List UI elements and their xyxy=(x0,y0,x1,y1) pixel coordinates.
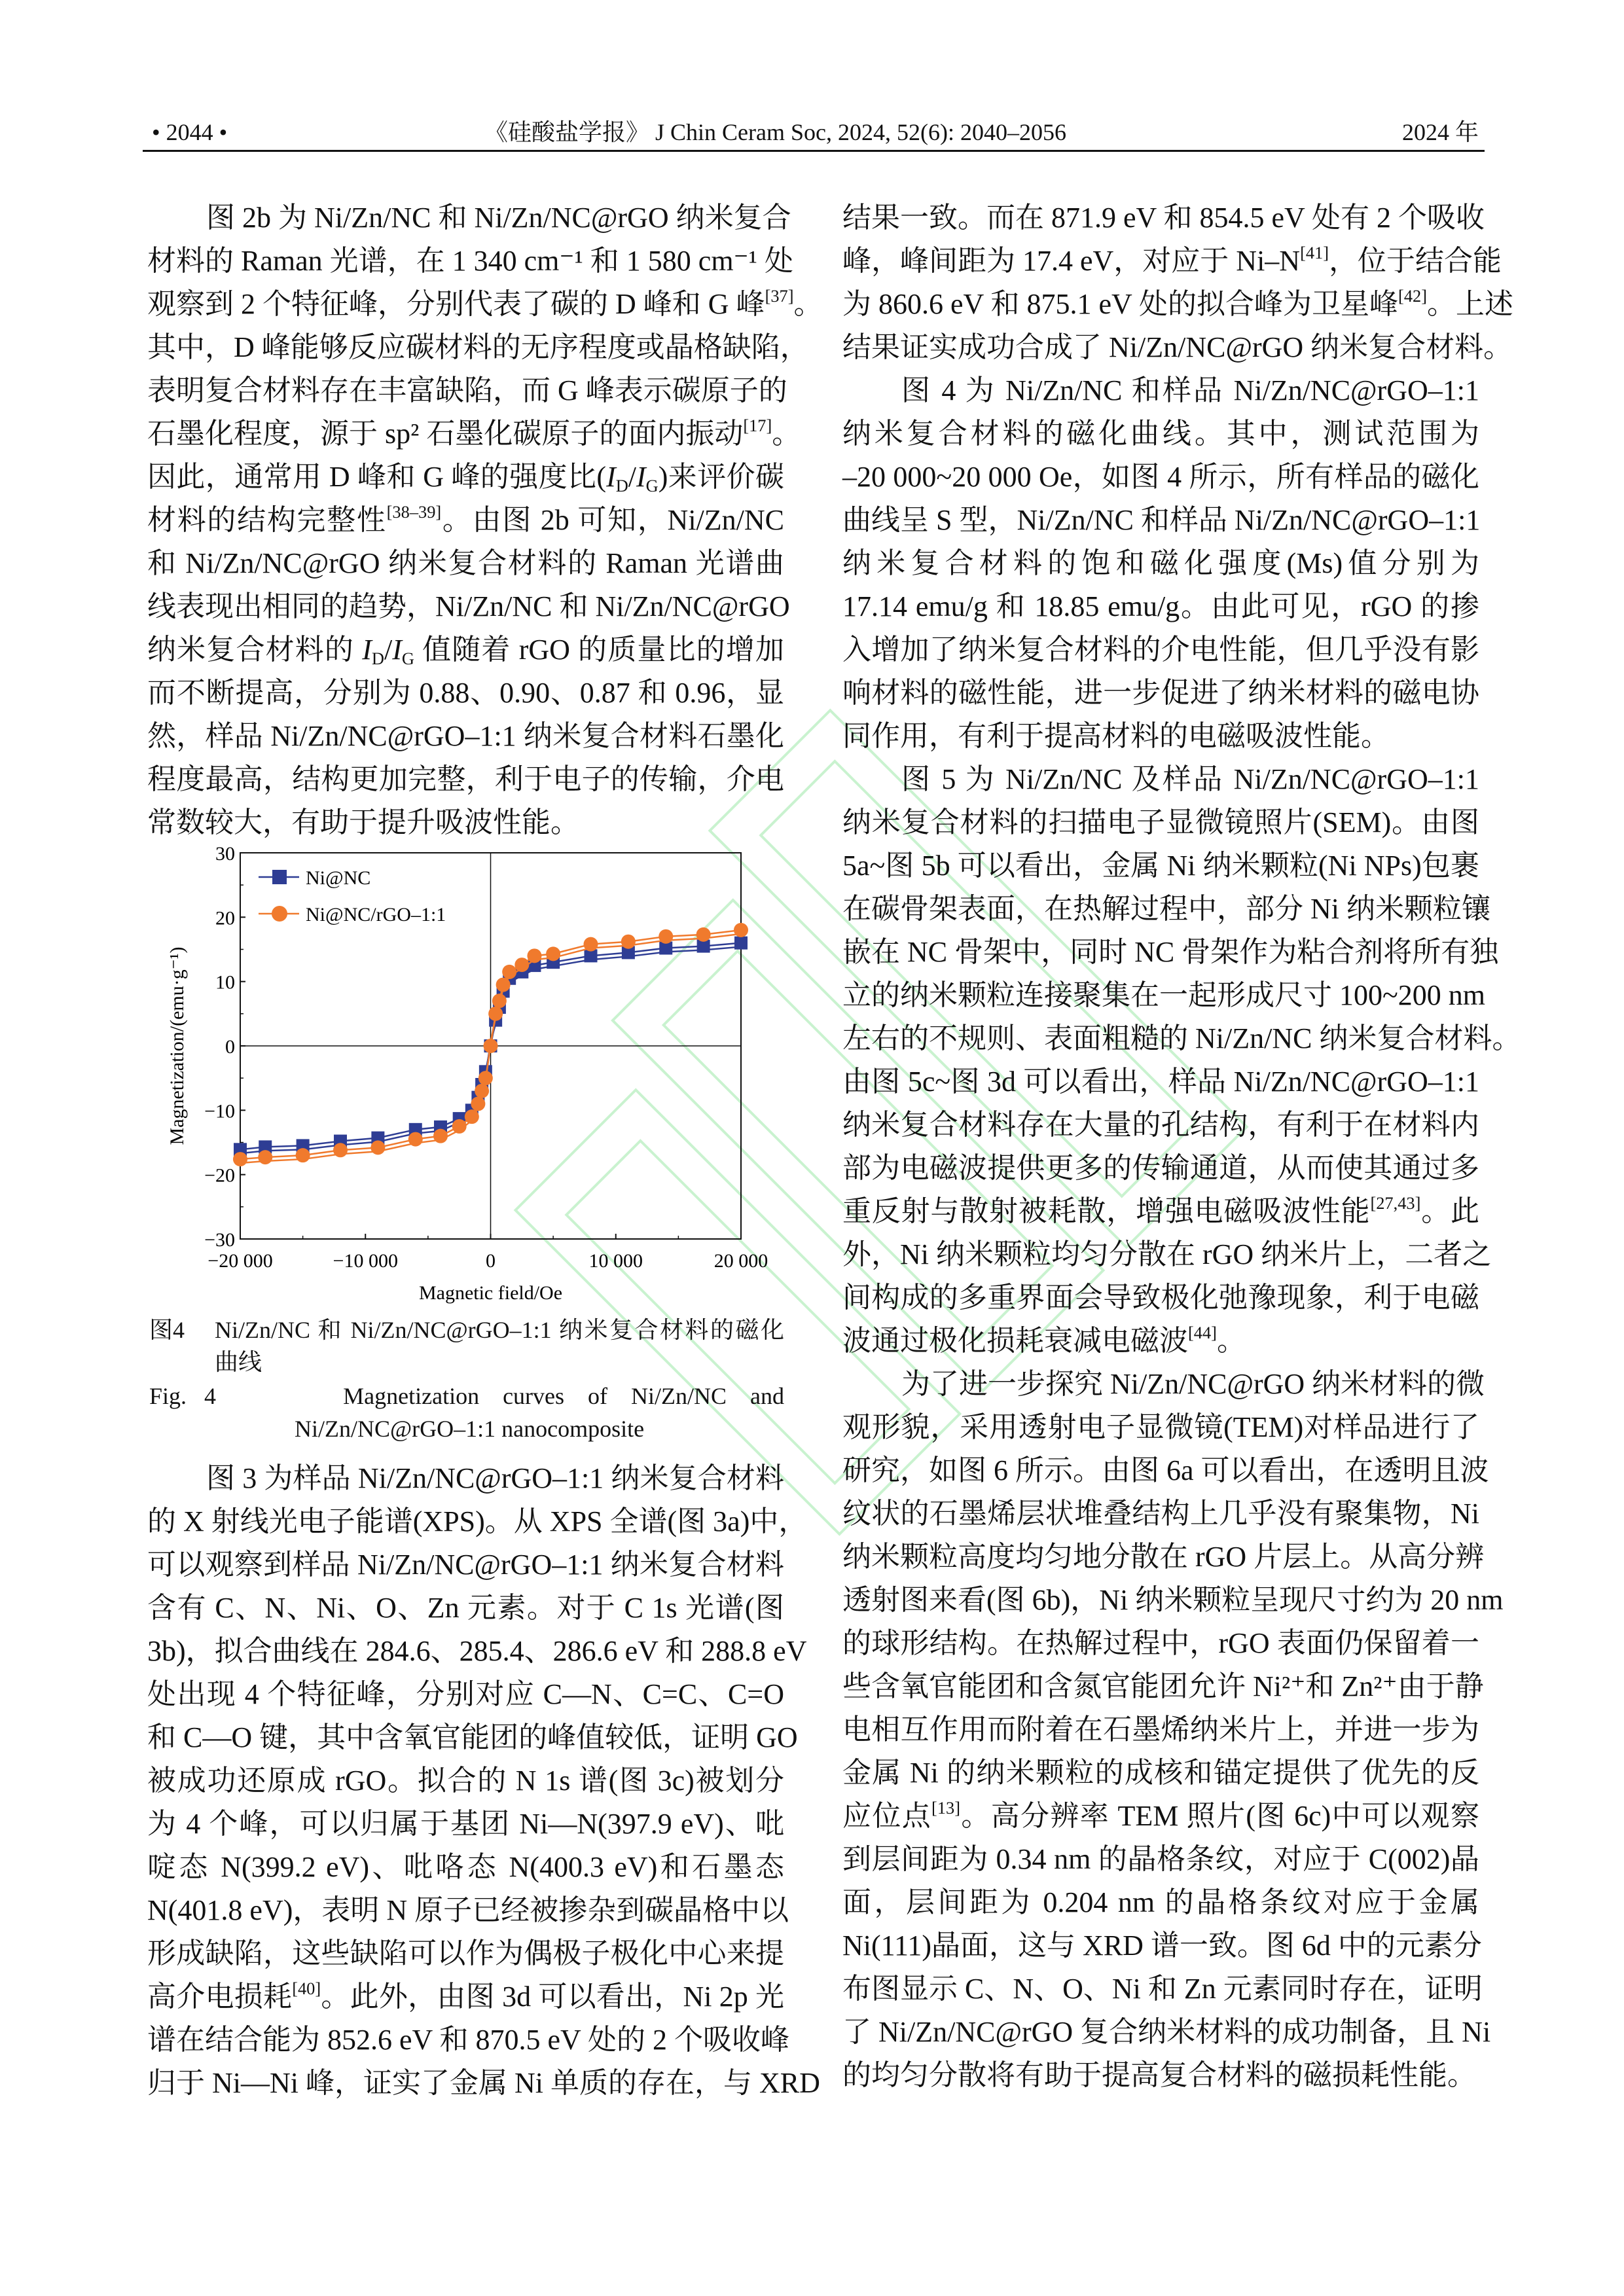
text-line: 的球形结构。在热解过程中，rGO 表面仍保留着一 xyxy=(842,1627,1479,1659)
data-point-ni-nc xyxy=(734,937,748,950)
text-line: 常数较大，有助于提升吸波性能。 xyxy=(147,806,579,838)
figure4-caption-cn-cont: 曲线 xyxy=(215,1349,262,1375)
x-tick-label: −20 000 xyxy=(208,1250,273,1272)
data-point-ni-nc-rgo xyxy=(465,1109,479,1124)
header-rule xyxy=(143,150,1485,152)
x-tick-label: 10 000 xyxy=(588,1250,643,1272)
text-line: 纳米复合材料的磁化曲线。其中，测试范围为 xyxy=(842,418,1479,450)
text-line: 纳米颗粒高度均匀地分散在 rGO 片层上。从高分辨 xyxy=(842,1541,1485,1573)
text-line: 图 2b 为 Ni/Zn/NC 和 Ni/Zn/NC@rGO 纳米复合 xyxy=(206,202,791,234)
text-line: 而不断提高，分别为 0.88、0.90、0.87 和 0.96，显 xyxy=(147,677,784,709)
text-line: 的均匀分散将有助于提高复合材料的磁损耗性能。 xyxy=(842,2059,1476,2091)
data-point-ni-nc-rgo xyxy=(514,958,529,972)
data-point-ni-nc-rgo xyxy=(370,1140,385,1155)
text-line: 纹状的石墨烯层状堆叠结构上几乎没有聚集物，Ni xyxy=(842,1498,1479,1530)
text-line: 些含氧官能团和含氮官能团允许 Ni²⁺和 Zn²⁺由于静 xyxy=(842,1670,1484,1702)
y-tick-label: −10 xyxy=(204,1100,235,1122)
text-line: 图 3 为样品 Ni/Zn/NC@rGO–1:1 纳米复合材料 xyxy=(206,1462,784,1494)
page-number: • 2044 • xyxy=(152,119,228,145)
text-line: 和 Ni/Zn/NC@rGO 纳米复合材料的 Raman 光谱曲 xyxy=(147,547,784,579)
figure4-caption-en: Magnetization curves of Ni/Zn/NC and xyxy=(343,1383,784,1409)
text-line: 左右的不规则、表面粗糙的 Ni/Zn/NC 纳米复合材料。 xyxy=(842,1022,1521,1054)
text-line: 间构成的多重界面会导致极化弛豫现象，利于电磁 xyxy=(842,1282,1479,1314)
data-point-ni-nc-rgo xyxy=(296,1148,310,1162)
text-line: 17.14 emu/g 和 18.85 emu/g。由此可见，rGO 的掺 xyxy=(842,590,1479,622)
text-line: 了 Ni/Zn/NC@rGO 复合纳米材料的成功制备，且 Ni xyxy=(842,2016,1491,2048)
text-line: 材料的结构完整性[38–39]。由图 2b 可知，Ni/Zn/NC xyxy=(147,501,784,536)
text-line: 立的纳米颗粒连接聚集在一起形成尺寸 100~200 nm xyxy=(842,979,1486,1011)
data-point-ni-nc-rgo xyxy=(233,1152,247,1166)
right-column-text xyxy=(842,196,1521,2097)
text-line: N(401.8 eV)，表明 N 原子已经被掺杂到碳晶格中以 xyxy=(147,1894,789,1926)
text-line: 可以观察到样品 Ni/Zn/NC@rGO–1:1 纳米复合材料 xyxy=(147,1549,784,1581)
data-point-ni-nc-rgo xyxy=(333,1143,348,1157)
text-line: 3b)，拟合曲线在 284.6、285.4、286.6 eV 和 288.8 eV xyxy=(147,1635,807,1667)
text-line: 为 4 个峰，可以归属于基团 Ni—N(397.9 eV)、吡 xyxy=(147,1808,784,1840)
legend-label: Ni@NC xyxy=(306,867,371,889)
text-line: 在碳骨架表面，在热解过程中，部分 Ni 纳米颗粒镶 xyxy=(842,893,1490,925)
text-line: 透射图来看(图 6b)，Ni 纳米颗粒呈现尺寸约为 20 nm xyxy=(842,1584,1504,1616)
text-line: 然，样品 Ni/Zn/NC@rGO–1:1 纳米复合材料石墨化 xyxy=(147,720,784,752)
text-line: 观察到 2 个特征峰，分别代表了碳的 D 峰和 G 峰[37]。 xyxy=(147,285,823,320)
text-line: 啶态 N(399.2 eV)、吡咯态 N(400.3 eV)和石墨态 xyxy=(147,1851,784,1883)
journal-citation: 《硅酸盐学报》 J Chin Ceram Soc, 2024, 52(6): 2040–2056 xyxy=(484,119,1066,145)
text-line: 为了进一步探究 Ni/Zn/NC@rGO 纳米材料的微 xyxy=(901,1368,1485,1400)
text-line: 重反射与散射被耗散，增强电磁吸波性能[27,43]。此 xyxy=(842,1193,1480,1227)
text-line: 和 C—O 键，其中含氧官能团的峰值较低，证明 GO xyxy=(147,1721,798,1753)
data-point-ni-nc-rgo xyxy=(502,965,516,979)
data-point-ni-nc-rgo xyxy=(734,923,748,937)
y-axis-label: Magnetization/(emu·g⁻¹) xyxy=(166,946,188,1145)
figure4-caption-cn-label: 图4 xyxy=(149,1317,185,1343)
figure4-caption-cn: Ni/Zn/NC 和 Ni/Zn/NC@rGO–1:1 纳米复合材料的磁化 xyxy=(215,1317,784,1343)
text-line: 含有 C、N、Ni、O、Zn 元素。对于 C 1s 光谱(图 xyxy=(147,1592,784,1624)
text-line: 为 860.6 eV 和 875.1 eV 处的拟合峰为卫星峰[42]。上述 xyxy=(842,285,1513,320)
text-line: 外，Ni 纳米颗粒均匀分散在 rGO 纳米片上，二者之 xyxy=(842,1238,1492,1270)
text-line: 线表现出相同的趋势，Ni/Zn/NC 和 Ni/Zn/NC@rGO xyxy=(147,590,790,622)
y-tick-label: 30 xyxy=(215,843,235,865)
left-column-bottom-text xyxy=(147,1457,820,2105)
text-line: 其中，D 峰能够反应碳材料的无序程度或晶格缺陷， xyxy=(147,331,809,363)
text-line: 入增加了纳米复合材料的介电性能，但几乎没有影 xyxy=(842,634,1479,666)
data-point-ni-nc-rgo xyxy=(659,929,673,944)
data-point-ni-nc-rgo xyxy=(484,1039,498,1053)
text-line: 由图 5c~图 3d 可以看出，样品 Ni/Zn/NC@rGO–1:1 xyxy=(842,1066,1479,1098)
text-line: 观形貌，采用透射电子显微镜(TEM)对样品进行了 xyxy=(842,1411,1479,1443)
text-line: 被成功还原成 rGO。拟合的 N 1s 谱(图 3c)被划分 xyxy=(147,1765,784,1797)
data-point-ni-nc-rgo xyxy=(478,1071,493,1085)
text-line: 的 X 射线光电子能谱(XPS)。从 XPS 全谱(图 3a)中， xyxy=(147,1505,808,1537)
data-point-ni-nc-rgo xyxy=(452,1119,467,1134)
text-line: 高介电损耗[40]。此外，由图 3d 可以看出，Ni 2p 光 xyxy=(147,1978,785,2013)
x-tick-label: 0 xyxy=(486,1250,496,1272)
text-line: 嵌在 NC 骨架中，同时 NC 骨架作为粘合剂将所有独 xyxy=(842,936,1499,968)
figure4-magnetization-chart xyxy=(147,838,785,1316)
x-tick-label: −10 000 xyxy=(333,1250,398,1272)
text-line: 材料的 Raman 光谱，在 1 340 cm⁻¹ 和 1 580 cm⁻¹ 处 xyxy=(147,245,793,277)
text-line: 金属 Ni 的纳米颗粒的成核和锚定提供了优先的反 xyxy=(842,1757,1479,1789)
text-line: 响材料的磁性能，进一步促进了纳米材料的磁电协 xyxy=(842,677,1479,709)
text-line: 图 4 为 Ni/Zn/NC 和样品 Ni/Zn/NC@rGO–1:1 xyxy=(901,374,1479,406)
data-point-ni-nc-rgo xyxy=(433,1129,448,1143)
text-line: 谱在结合能为 852.6 eV 和 870.5 eV 处的 2 个吸收峰 xyxy=(147,2024,790,2056)
text-line: 到层间距为 0.34 nm 的晶格条纹，对应于 C(002)晶 xyxy=(842,1843,1479,1875)
text-line: 研究，如图 6 所示。由图 6a 可以看出，在透明且波 xyxy=(842,1454,1489,1486)
data-point-ni-nc-rgo xyxy=(488,1007,503,1021)
legend-square-marker xyxy=(272,870,287,884)
y-tick-label: −30 xyxy=(204,1229,235,1251)
text-line: Ni(111)晶面，这与 XRD 谱一致。图 6d 中的元素分 xyxy=(842,1929,1482,1962)
text-line: 结果证实成功合成了 Ni/Zn/NC@rGO 纳米复合材料。 xyxy=(842,331,1513,363)
data-point-ni-nc-rgo xyxy=(496,978,511,992)
text-line: 纳米复合材料的 $I_D/I_G$ 值随着 rGO 的质量比的增加 xyxy=(147,634,784,668)
data-point-ni-nc-rgo xyxy=(546,946,560,961)
y-tick-label: 10 xyxy=(215,971,235,994)
text-line: 因此，通常用 D 峰和 G 峰的强度比$(I_D/I_G)$来评价碳 xyxy=(147,461,784,495)
text-line: 石墨化程度，源于 sp² 石墨化碳原子的面内振动[17]。 xyxy=(147,415,801,450)
text-line: 部为电磁波提供更多的传输通道，从而使其通过多 xyxy=(842,1152,1479,1184)
text-line: 纳米复合材料的扫描电子显微镜照片(SEM)。由图 xyxy=(842,806,1479,838)
text-line: –20 000~20 000 Oe，如图 4 所示，所有样品的磁化 xyxy=(842,461,1479,493)
text-line: 结果一致。而在 871.9 eV 和 854.5 eV 处有 2 个吸收 xyxy=(842,202,1485,234)
data-point-ni-nc-rgo xyxy=(258,1150,272,1164)
y-tick-label: 20 xyxy=(215,907,235,929)
data-point-ni-nc-rgo xyxy=(696,927,711,942)
text-line: 5a~图 5b 可以看出，金属 Ni 纳米颗粒(Ni NPs)包裹 xyxy=(842,850,1479,882)
legend-circle-marker xyxy=(272,906,287,922)
text-line: 曲线呈 S 型，Ni/Zn/NC 和样品 Ni/Zn/NC@rGO–1:1 xyxy=(842,504,1481,536)
publication-year: 2024 年 xyxy=(1401,119,1479,145)
figure4-caption-en-cont: Ni/Zn/NC@rGO–1:1 nanocomposite xyxy=(295,1416,645,1442)
text-line: 面，层间距为 0.204 nm 的晶格条纹对应于金属 xyxy=(842,1886,1479,1918)
data-point-ni-nc-rgo xyxy=(408,1132,423,1147)
data-point-ni-nc-rgo xyxy=(527,948,541,963)
legend-label: Ni@NC/rGO–1:1 xyxy=(306,904,446,925)
text-line: 峰，峰间距为 17.4 eV，对应于 Ni–N[41]，位于结合能 xyxy=(842,242,1502,277)
left-column-top-text xyxy=(147,196,823,844)
text-line: 布图显示 C、N、O、Ni 和 Zn 元素同时存在，证明 xyxy=(842,1973,1483,2005)
text-line: 表明复合材料存在丰富缺陷，而 G 峰表示碳原子的 xyxy=(147,374,787,406)
text-line: 归于 Ni—Ni 峰，证实了金属 Ni 单质的存在，与 XRD xyxy=(147,2067,820,2099)
text-line: 波通过极化损耗衰减电磁波[44]。 xyxy=(842,1322,1246,1357)
x-axis-label: Magnetic field/Oe xyxy=(418,1282,563,1304)
data-point-ni-nc-rgo xyxy=(475,1084,489,1098)
text-line: 纳米复合材料的饱和磁化强度(Ms)值分别为 xyxy=(842,547,1479,579)
data-point-ni-nc-rgo xyxy=(492,994,507,1008)
data-point-ni-nc-rgo xyxy=(471,1097,485,1111)
text-line: 处出现 4 个特征峰，分别对应 C—N、C=C、C=O xyxy=(147,1678,784,1710)
data-point-ni-nc-rgo xyxy=(621,935,636,949)
y-tick-label: −20 xyxy=(204,1164,235,1187)
x-tick-label: 20 000 xyxy=(713,1250,768,1272)
text-line: 电相互作用而附着在石墨烯纳米片上，并进一步为 xyxy=(842,1713,1479,1746)
text-line: 同作用，有利于提高材料的电磁吸波性能。 xyxy=(842,720,1390,752)
data-point-ni-nc-rgo xyxy=(584,937,598,952)
figure4-caption-en-label: Fig. 4 xyxy=(149,1383,217,1409)
text-line: 形成缺陷，这些缺陷可以作为偶极子极化中心来提 xyxy=(147,1937,784,1969)
text-line: 应位点[13]。高分辨率 TEM 照片(图 6c)中可以观察 xyxy=(842,1797,1479,1832)
text-line: 图 5 为 Ni/Zn/NC 及样品 Ni/Zn/NC@rGO–1:1 xyxy=(901,763,1479,795)
text-line: 程度最高，结构更加完整，利于电子的传输，介电 xyxy=(147,763,784,795)
y-tick-label: 0 xyxy=(225,1036,235,1058)
text-line: 纳米复合材料存在大量的孔结构，有利于在材料内 xyxy=(842,1109,1479,1141)
